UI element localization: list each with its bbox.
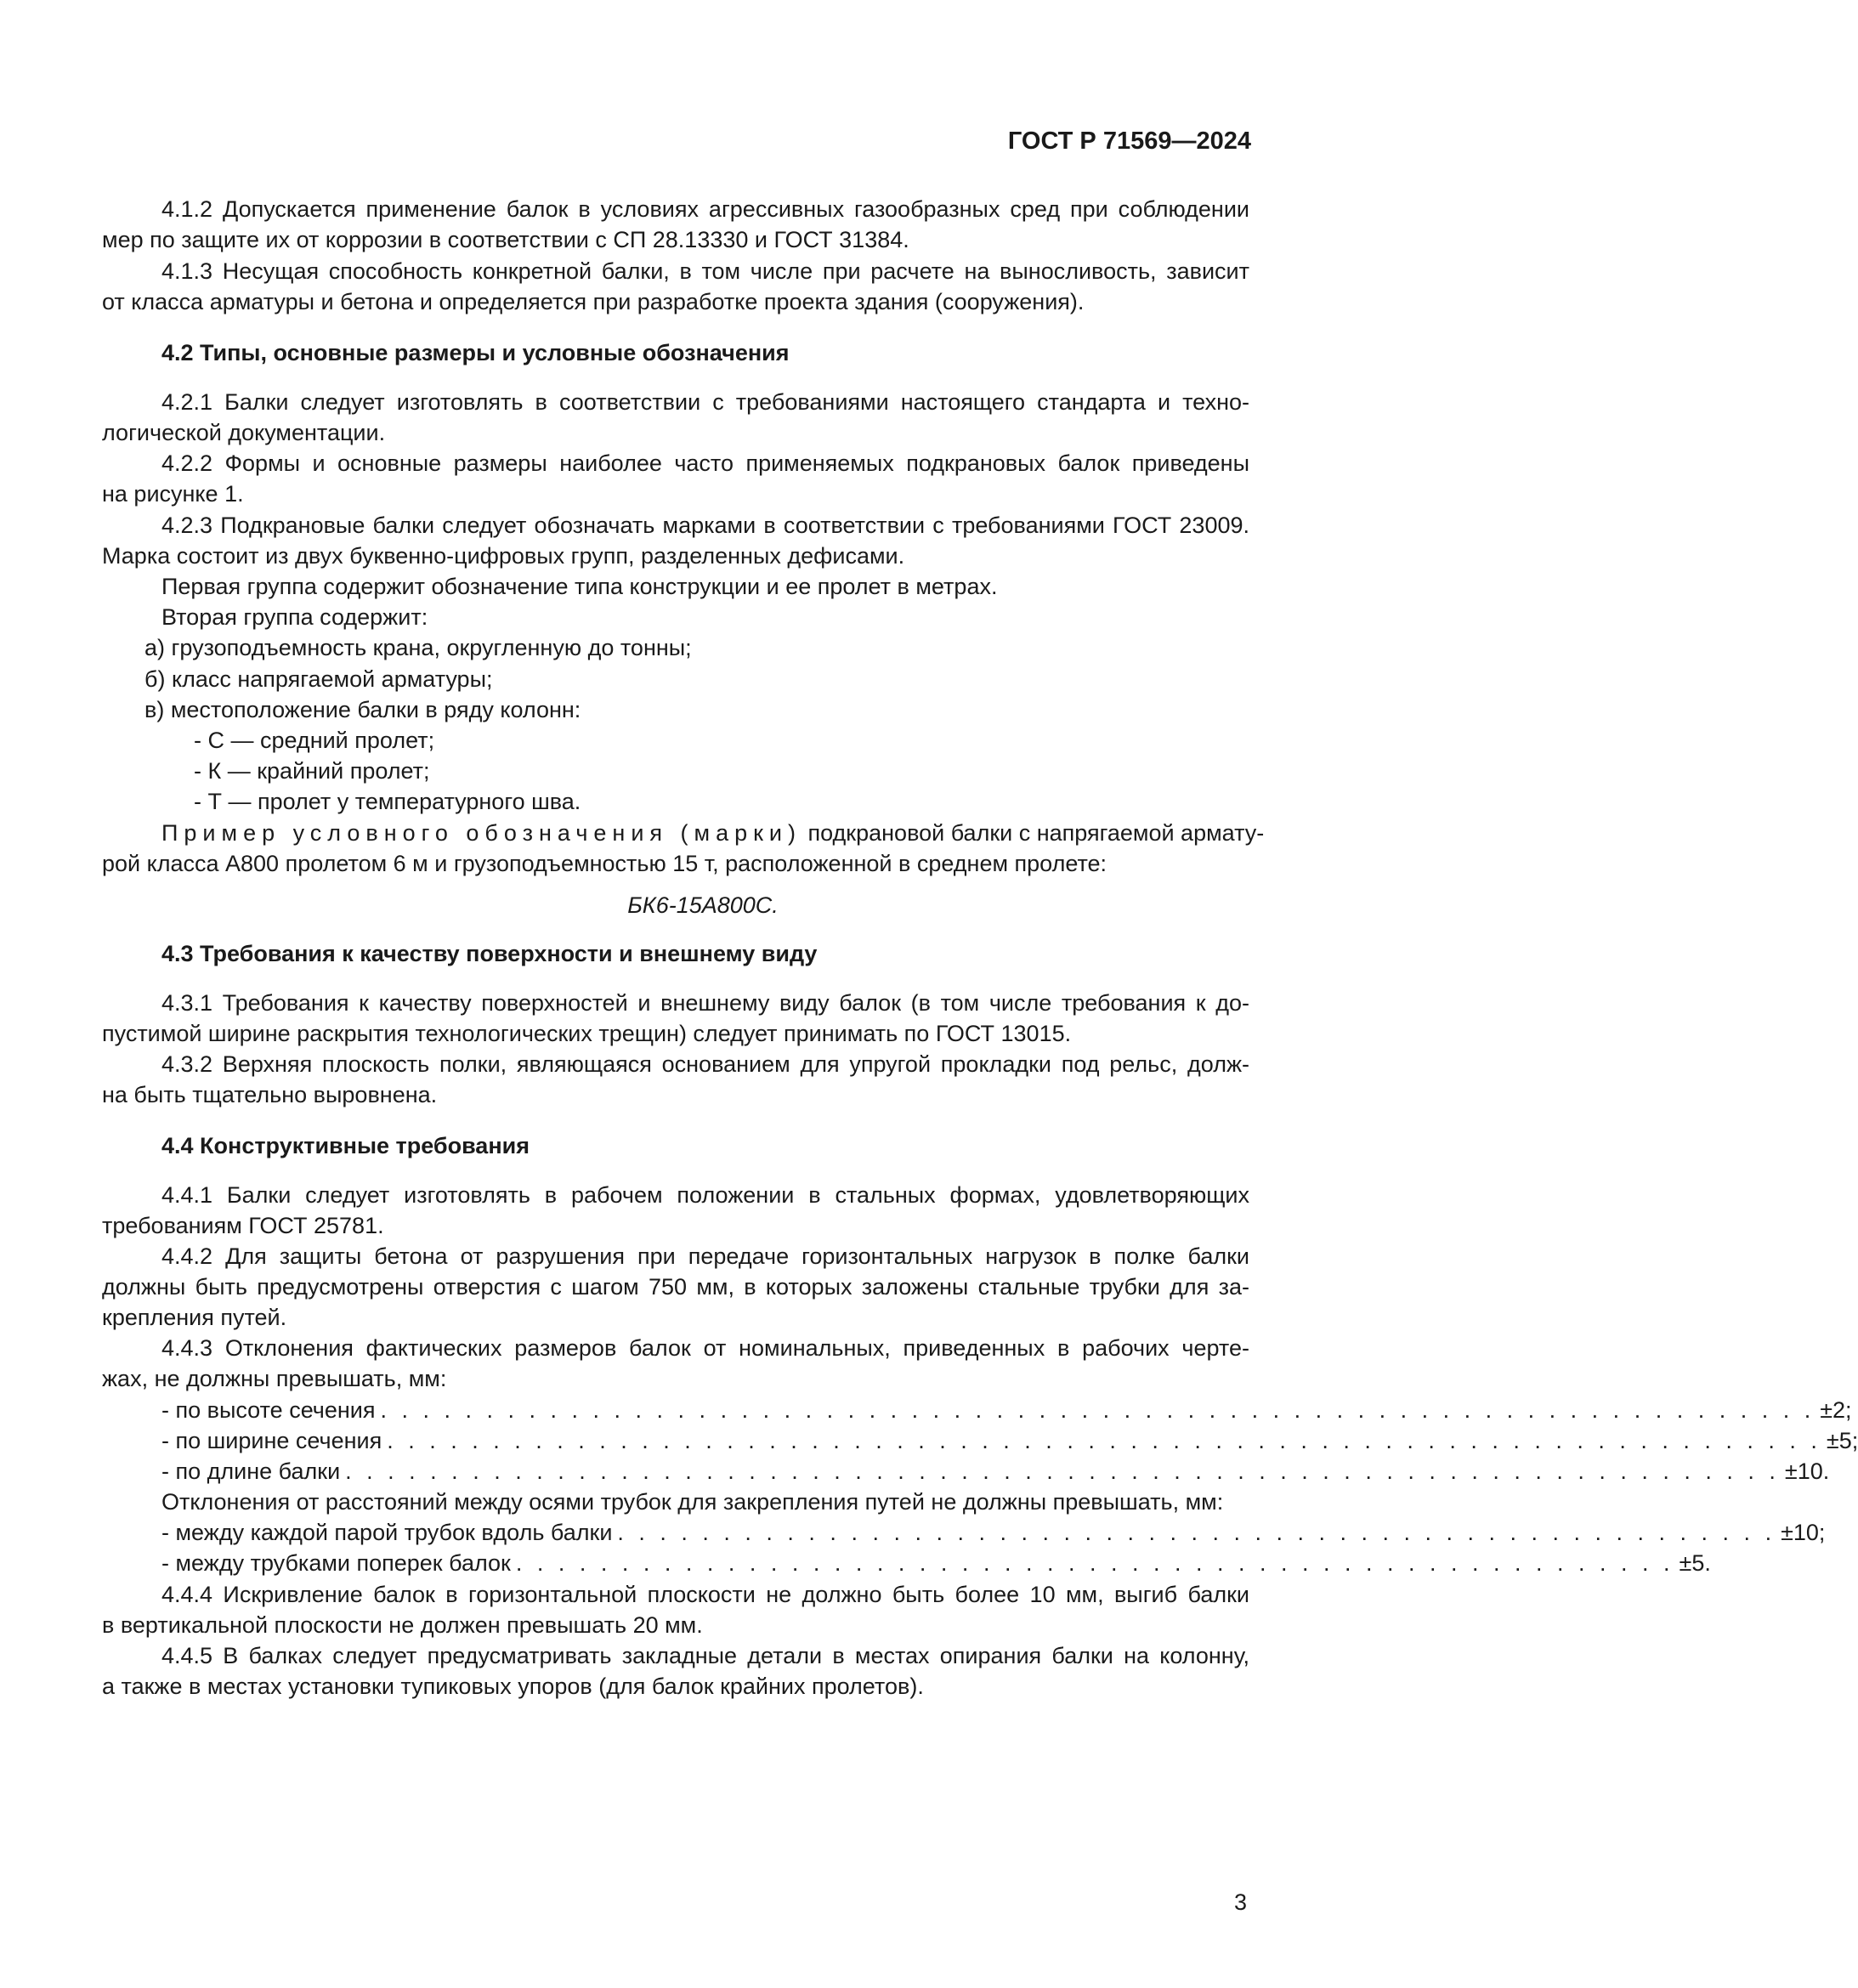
section-heading-4-2: 4.2 Типы, основные размеры и условные обозначения — [161, 340, 790, 365]
dot-leader: . . . . . . . . . . . . . . . . . . . . . . . . . . . . . . . . . . . . . . . . . . . . . . . . . . . . . . . . . . . . . . . . . . . . — [380, 1397, 1816, 1423]
dot-leader: . . . . . . . . . . . . . . . . . . . . . . . . . . . . . . . . . . . . . . . . . . . . . . . . . . . . . . . — [617, 1520, 1776, 1545]
tolerance-pair-value: ±10; — [1781, 1520, 1826, 1545]
tolerance-width-row — [161, 1425, 1858, 1456]
tolerance-width-value: ±5; — [1826, 1428, 1858, 1453]
paragraph-4-3-1-line-2: пустимой ширине раскрытия технологических трещин) следует принимать по ГОСТ 13015. — [102, 1021, 1072, 1046]
paragraph-4-3-1-line-1: 4.3.1 Требования к качеству поверхностей и внешнему виду балок (в том числе требования к до- — [161, 990, 1249, 1016]
paragraph-4-2-3-line-1: 4.2.3 Подкрановые балки следует обозначать марками в соответствии с требованиями ГОСТ 23009. — [161, 513, 1249, 538]
paragraph-4-1-3-line-2: от класса арматуры и бетона и определяется при разработке проекта здания (сооружения). — [102, 289, 1085, 314]
tolerance-length-value: ±10. — [1784, 1458, 1830, 1484]
paragraph-4-4-1-line-1: 4.4.1 Балки следует изготовлять в рабочем положении в стальных формах, удовлетворяющих — [161, 1182, 1249, 1208]
dot-leader: . . . . . . . . . . . . . . . . . . . . . . . . . . . . . . . . . . . . . . . . . . . . . . . . . . . . . . . . . . . . . . . . . . . . — [345, 1458, 1780, 1484]
dash-item-t: - Т — пролет у температурного шва. — [194, 789, 581, 814]
tolerance-length-label: - по длине балки — [161, 1458, 341, 1484]
paragraph-4-4-2-line-1: 4.4.2 Для защиты бетона от разрушения при передаче горизонтальных нагрузок в полке балки — [161, 1243, 1249, 1269]
page-number: 3 — [1234, 1889, 1248, 1915]
paragraph-4-4-4-line-2: в вертикальной плоскости не должен превышать 20 мм. — [102, 1612, 703, 1638]
first-group-text: Первая группа содержит обозначение типа конструкции и ее пролет в метрах. — [161, 574, 998, 599]
paragraph-4-2-2-line-2: на рисунке 1. — [102, 481, 244, 507]
paragraph-4-2-2-line-1: 4.2.2 Формы и основные размеры наиболее часто применяемых подкрановых балок приведены — [161, 450, 1249, 476]
paragraph-4-3-2-line-1: 4.3.2 Верхняя плоскость полки, являющаяся основанием для упругой прокладки под рельс, долж- — [161, 1051, 1249, 1077]
dot-leader: . . . . . . . . . . . . . . . . . . . . . . . . . . . . . . . . . . . . . . . . . . . . . . . . . . . . . . . — [515, 1550, 1674, 1576]
dot-leader: . . . . . . . . . . . . . . . . . . . . . . . . . . . . . . . . . . . . . . . . . . . . . . . . . . . . . . . . . . . . . . . . . . . . — [387, 1428, 1821, 1453]
paragraph-4-1-2-line-1: 4.1.2 Допускается применение балок в условиях агрессивных газообразных сред при соблюдении — [161, 196, 1249, 222]
paragraph-4-2-1-line-2: логической документации. — [102, 420, 386, 445]
tolerance-cross-label: - между трубками поперек балок — [161, 1550, 511, 1576]
tolerance-width-label: - по ширине сечения — [161, 1428, 382, 1453]
example-mark: БК6-15А800С. — [627, 892, 779, 918]
paragraph-4-1-3-line-1: 4.1.3 Несущая способность конкретной балки, в том числе при расчете на выносливость, зависит — [161, 258, 1249, 284]
tolerance-cross-row — [161, 1548, 1711, 1578]
tolerance-cross-value: ±5. — [1679, 1550, 1711, 1576]
example-line-1 — [161, 818, 1265, 848]
paragraph-4-4-3-line-1: 4.4.3 Отклонения фактических размеров балок от номинальных, приведенных в рабочих черте- — [161, 1335, 1249, 1361]
paragraph-4-4-1-line-2: требованиям ГОСТ 25781. — [102, 1213, 384, 1238]
example-line-2: рой класса А800 пролетом 6 м и грузоподъемностью 15 т, расположенной в среднем пролете: — [102, 851, 1107, 876]
tolerance-pair-row — [161, 1517, 1826, 1548]
second-group-text: Вторая группа содержит: — [161, 604, 428, 630]
tolerance-height-label: - по высоте сечения — [161, 1397, 376, 1423]
paragraph-4-2-3-line-2: Марка состоит из двух буквенно-цифровых групп, разделенных дефисами. — [102, 543, 905, 569]
dash-item-k: - К — крайний пролет; — [194, 758, 430, 784]
axes-deviation-intro: Отклонения от расстояний между осями трубок для закрепления путей не должны превышать, мм: — [161, 1489, 1224, 1515]
list-item-a: а) грузоподъемность крана, округленную до тонны; — [144, 635, 692, 660]
dash-item-c: - С — средний пролет; — [194, 728, 435, 753]
list-item-b: б) класс напрягаемой арматуры; — [144, 666, 493, 692]
paragraph-4-4-5-line-1: 4.4.5 В балках следует предусматривать закладные детали в местах опирания балки на колонну, — [161, 1643, 1249, 1668]
tolerance-pair-label: - между каждой парой трубок вдоль балки — [161, 1520, 613, 1545]
paragraph-4-4-2-line-2: должны быть предусмотрены отверстия с шагом 750 мм, в которых заложены стальные трубки для за- — [102, 1274, 1249, 1300]
section-heading-4-3: 4.3 Требования к качеству поверхности и внешнему виду — [161, 941, 818, 966]
tolerance-height-value: ±2; — [1820, 1397, 1852, 1423]
tolerance-length-row — [161, 1456, 1830, 1487]
paragraph-4-4-4-line-1: 4.4.4 Искривление балок в горизонтальной плоскости не должно быть более 10 мм, выгиб балки — [161, 1582, 1249, 1607]
paragraph-4-4-2-line-3: крепления путей. — [102, 1305, 287, 1330]
paragraph-4-3-2-line-2: на быть тщательно выровнена. — [102, 1082, 438, 1107]
list-item-v: в) местоположение балки в ряду колонн: — [144, 697, 581, 722]
paragraph-4-4-5-line-2: а также в местах установки тупиковых упоров (для балок крайних пролетов). — [102, 1674, 924, 1699]
document-code-header: ГОСТ Р 71569—2024 — [1007, 127, 1251, 155]
example-line-1-rest: подкрановой балки с напрягаемой армату- — [802, 820, 1265, 846]
paragraph-4-4-3-line-2: жах, не должны превышать, мм: — [102, 1366, 447, 1391]
section-heading-4-4: 4.4 Конструктивные требования — [161, 1133, 530, 1158]
example-spaced-label: Пример условного обозначения (марки) — [161, 820, 802, 846]
paragraph-4-1-2-line-2: мер по защите их от коррозии в соответствии с СП 28.13330 и ГОСТ 31384. — [102, 227, 909, 252]
tolerance-height-row — [161, 1395, 1852, 1425]
paragraph-4-2-1-line-1: 4.2.1 Балки следует изготовлять в соответствии с требованиями настоящего стандарта и техно- — [161, 389, 1249, 415]
